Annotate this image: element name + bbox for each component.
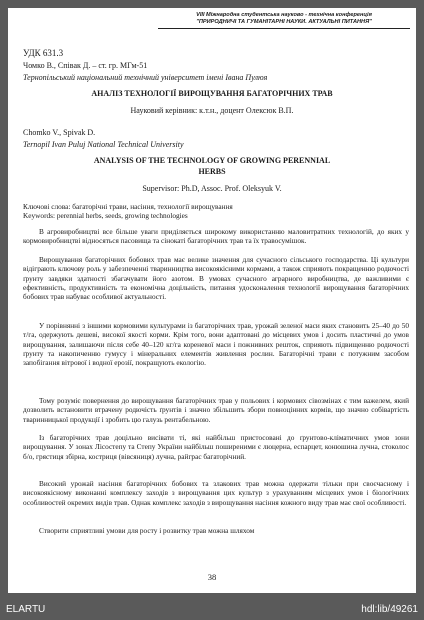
title-en-line1: ANALYSIS OF THE TECHNOLOGY OF GROWING PERENNIAL bbox=[93, 156, 331, 165]
supervisor-en: Supervisor: Ph.D, Assoc. Prof. Oleksyuk V. bbox=[142, 184, 282, 193]
repository-label: ELARTU bbox=[6, 604, 46, 615]
header-divider bbox=[158, 28, 410, 29]
document-page bbox=[8, 8, 416, 593]
conference-header bbox=[158, 12, 410, 26]
paragraph-7-text: Створити сприятливі умови для росту і розвитку трав можна шляхом bbox=[39, 526, 255, 535]
paragraph-4-text: Тому розуміє повернення до вирощування багаторічних трав у польових і кормових сівозмінах є тим важелем, який дозволить встановити втрачену родючість ґрунтів і значно збільшить збори повноцінних кормів, що значно собівартість тваринницької продукції і зробить цю галузь рентабельною. bbox=[23, 396, 409, 424]
affiliation-en: Ternopil Ivan Puluj National Technical University bbox=[23, 140, 184, 149]
paragraph-2 bbox=[23, 255, 409, 301]
handle-id: hdl:lib/49261 bbox=[361, 604, 418, 615]
supervisor-ua: Науковий керівник: к.т.н., доцент Олексюк В.П. bbox=[130, 106, 294, 115]
paragraph-3-text: У порівнянні з іншими кормовими культурами із багаторічних трав, урожай зеленої маси яких становить 25–40 до 50 т/га, одержують дешеві, високої якості корми. Крім того, вони адаптовані до місцевих умов і досить пластичні до умов вирощування, залишаючи після себе 40–120 кг/га кореневої маси і пожнивних решток, сприяють підвищенню родючості ґрунту та накопиченню гумусу і мінеральних елементів живлення рослин. Багаторічні трави є потужним засобом запобігання вітрової і водної ерозії, покращують екологію. bbox=[23, 321, 409, 368]
keywords-ua: Ключові слова: багаторічні трави, насіння, технології вирощування bbox=[23, 202, 233, 211]
keywords-en: Keywords: perennial herbs, seeds, growing technologies bbox=[23, 211, 188, 220]
paragraph-6-text: Високий урожай насіння багаторічних бобових та злакових трав можна одержати тільки при своєчасному і високоякісному виконанні комплексу заходів з вирощування цих культур з урахуванням місцевих умов і біологічних особливостей окремих видів трав. Однак комплекс заходів з вирощування насіння кожного виду трав має свої особливості. bbox=[23, 479, 409, 507]
udc-code: УДК 631.3 bbox=[23, 48, 64, 58]
paragraph-3 bbox=[23, 321, 409, 367]
authors-ua: Чомко В., Співак Д. – ст. гр. МГм-51 bbox=[23, 61, 148, 70]
paragraph-7 bbox=[23, 526, 409, 535]
page-number: 38 bbox=[207, 572, 217, 582]
conference-header-line1: VIII Міжнародна студентська науково - технічна конференція bbox=[196, 12, 372, 18]
paragraph-5-text: Із багаторічних трав доцільно висівати ті, які найбільш пристосовані до ґрунтово-кліматичних умов зони вирощування. У зонах Лісостепу та Степу України найбільш поширеними є люцерна, еспарцет, конюшина лучна, стоколос б/о, грястиця збірна, костриця (вівсяниця) лучна, райграс багаторічний. bbox=[23, 433, 409, 461]
paragraph-6 bbox=[23, 479, 409, 507]
conference-header-line2: "ПРИРОДНИЧІ ТА ГУМАНІТАРНІ НАУКИ. АКТУАЛЬНІ ПИТАННЯ" bbox=[196, 19, 372, 25]
title-en-line2: HERBS bbox=[198, 167, 226, 176]
authors-en: Chomko V., Spivak D. bbox=[23, 128, 96, 137]
title-ua: АНАЛІЗ ТЕХНОЛОГІЇ ВИРОЩУВАННЯ БАГАТОРІЧНИХ ТРАВ bbox=[91, 89, 333, 98]
paragraph-4 bbox=[23, 396, 409, 424]
paragraph-5 bbox=[23, 433, 409, 461]
affiliation-ua: Тернопільський національний технічний університет імені Івана Пулюя bbox=[23, 73, 268, 82]
paragraph-2-text: Вирощування багаторічних бобових трав має велике значення для сучасного сільського господарства. Ці культури відіграють ключову роль у забезпеченні тваринництва високоякісними кормами, а також сприяють покращенню родючості ґрунту завдяки здатності збагачувати його азотом. В умовах сучасного аграрного виробництва, де важливими є ефективність, продуктивність та економічна доцільність, питання удосконалення технології вирощування багаторічних бобових трав набуває особливої актуальності. bbox=[23, 255, 409, 302]
paragraph-1 bbox=[23, 227, 409, 246]
paragraph-1-text: В агровиробництві все більше уваги приділяється широкому використанню маловитратних технологій, до яких у кормовиробництві відносяться пасовища та сінокаті багаторічних трав та їх травосумішок. bbox=[23, 227, 409, 246]
